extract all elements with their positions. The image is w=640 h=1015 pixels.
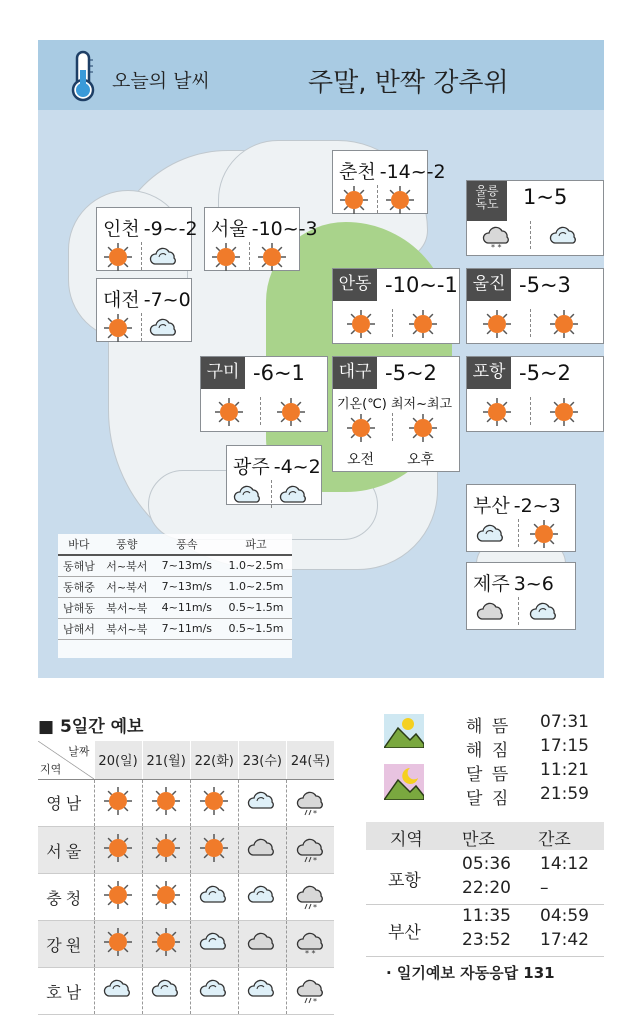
city-temp: -5~2: [519, 361, 571, 385]
divider: [377, 185, 378, 213]
sunrise-icon: [384, 714, 424, 748]
map-header: [38, 40, 604, 110]
sun-moon-times: [384, 712, 604, 812]
forecast-cell: [142, 968, 190, 1015]
tide-high: 22:20: [462, 878, 511, 898]
thermometer-icon: [66, 50, 100, 102]
tide-divider: [366, 956, 604, 957]
sun-icon: [346, 413, 376, 443]
sun-icon: [529, 519, 559, 549]
forecast-cell: [94, 874, 142, 921]
sea-cell: 0.5~1.5m: [220, 618, 292, 639]
rain-snow-icon: [296, 880, 326, 910]
forecast-cell: [190, 780, 238, 827]
sun-icon: [103, 786, 133, 816]
forecast-cell: [287, 874, 334, 921]
sea-row: [58, 597, 292, 618]
sun-moon-label: 해 짐: [466, 741, 511, 761]
cloud-icon: [529, 597, 559, 627]
tide-place: 부산: [388, 923, 421, 943]
city-box-daejeon: [96, 278, 192, 342]
svg-text:*: *: [312, 856, 317, 863]
sun-icon: [103, 927, 133, 957]
forecast-cell: [142, 827, 190, 874]
sea-cell: 북서~북: [100, 618, 154, 639]
city-box-ulleung: [466, 180, 604, 256]
sea-cell: 1.0~2.5m: [220, 555, 292, 576]
sea-header: 풍향: [100, 534, 154, 555]
city-temp: -2~3: [513, 495, 561, 517]
forecast-day-header: 24(목): [286, 741, 334, 779]
divider: [530, 397, 531, 425]
tide-high: 11:35: [462, 906, 511, 926]
city-name: 제주: [473, 573, 510, 595]
forecast-cell: [94, 827, 142, 874]
divider: [141, 313, 142, 341]
forecast-cell: [142, 921, 190, 968]
tide-header-cell: 간조: [538, 830, 571, 850]
forecast-cell: [287, 968, 334, 1015]
forecast-row: [38, 874, 334, 921]
forecast-row: [38, 921, 334, 968]
sea-conditions-table: [58, 534, 292, 658]
forecast-cell: [142, 780, 190, 827]
corner-date-label: 날짜: [68, 745, 90, 758]
tide-divider: [366, 904, 604, 905]
tide-low: –: [540, 878, 549, 898]
cloud-icon: [199, 974, 229, 1004]
tide-high: 05:36: [462, 854, 511, 874]
forecast-region: 호남: [38, 968, 94, 1015]
city-name: 포항: [467, 357, 511, 389]
cloud-icon: [247, 786, 277, 816]
sun-moon-time: 07:31: [540, 712, 589, 732]
rain-snow-icon: [296, 786, 326, 816]
city-name: 대전: [103, 289, 140, 311]
sun-icon: [549, 309, 579, 339]
forecast-cell: [238, 780, 286, 827]
page-title: 오늘의 날씨: [112, 70, 210, 92]
city-name: 인천: [103, 218, 140, 240]
city-name: 대구: [333, 357, 377, 389]
city-box-gumi: [200, 356, 328, 432]
forecast-region: 충청: [38, 874, 94, 921]
sun-icon: [276, 397, 306, 427]
forecast-cell: [238, 968, 286, 1015]
svg-text:* *: * *: [491, 243, 502, 251]
city-temp: 1~5: [523, 185, 568, 209]
city-name: 안동: [333, 269, 377, 301]
sea-cell: 서~북서: [100, 576, 154, 597]
cloud-icon: [149, 313, 179, 343]
sea-cell: 동해남: [58, 555, 100, 576]
svg-text:* *: * *: [304, 949, 316, 957]
cloud-icon: [247, 880, 277, 910]
city-temp: 3~6: [513, 573, 554, 595]
city-box-busan: [466, 484, 576, 552]
tide-low: 17:42: [540, 930, 589, 950]
forecast-cell: [94, 968, 142, 1015]
sea-cell: 7~11m/s: [154, 618, 220, 639]
sea-cell: 서~북서: [100, 555, 154, 576]
city-temp: -7~0: [143, 289, 191, 311]
sun-icon: [103, 242, 133, 272]
forecast-cell: [238, 921, 286, 968]
cloud-icon: [279, 480, 309, 510]
sea-cell: 동해중: [58, 576, 100, 597]
corner-cell: [38, 741, 94, 779]
divider: [271, 480, 272, 508]
divider: [392, 309, 393, 337]
city-temp: -10~-1: [385, 273, 458, 297]
sun-icon: [482, 397, 512, 427]
sea-cell: 남해동: [58, 597, 100, 618]
sun-icon: [151, 927, 181, 957]
sun-icon: [408, 413, 438, 443]
divider: [141, 242, 142, 270]
city-box-chuncheon: [332, 150, 446, 214]
sun-moon-label: 달 뜸: [466, 765, 511, 785]
forecast-cell: [287, 827, 334, 874]
tide-header-cell: 만조: [462, 830, 495, 850]
city-name: 울진: [467, 269, 511, 301]
sun-icon: [151, 786, 181, 816]
forecast-cell: [190, 968, 238, 1015]
cloud-icon: [199, 880, 229, 910]
sun-icon: [103, 880, 133, 910]
city-box-incheon: [96, 207, 198, 271]
tide-high: 23:52: [462, 930, 511, 950]
city-box-seoul: [204, 207, 318, 271]
city-box-uljin: [466, 268, 604, 344]
forecast-row: [38, 968, 334, 1015]
sun-icon: [103, 833, 133, 863]
sun-icon: [339, 185, 369, 215]
city-name: 광주: [233, 456, 270, 478]
sea-header: 풍속: [154, 534, 220, 555]
divider: [530, 309, 531, 337]
forecast-row: [38, 780, 334, 827]
divider: [518, 597, 519, 625]
sun-icon: [151, 833, 181, 863]
sea-cell: 0.5~1.5m: [220, 597, 292, 618]
sea-cell: 남해서: [58, 618, 100, 639]
am-label: 오전: [347, 452, 375, 468]
sea-cell: 1.0~2.5m: [220, 576, 292, 597]
sun-icon: [385, 185, 415, 215]
city-name: 구미: [201, 357, 245, 389]
svg-text:*: *: [312, 997, 317, 1004]
sun-icon: [199, 786, 229, 816]
divider: [260, 397, 261, 425]
forecast-day-header: 23(수): [238, 741, 286, 779]
sun-moon-label: 달 짐: [466, 789, 511, 809]
forecast-row: [38, 827, 334, 874]
sun-moon-time: 21:59: [540, 784, 589, 804]
sea-row: [58, 555, 292, 576]
city-box-gwangju: [226, 445, 322, 505]
snow-cloud-icon: [296, 927, 326, 957]
overcast-icon: [476, 597, 506, 627]
forecast-cell: [142, 874, 190, 921]
sun-icon: [211, 242, 241, 272]
tide-place: 포항: [388, 871, 421, 891]
temp-legend: 기온(℃) 최저~최고: [337, 397, 453, 412]
cloud-icon: [149, 242, 179, 272]
city-temp: -14~-2: [379, 161, 446, 183]
divider: [392, 413, 393, 441]
city-box-jeju: [466, 562, 576, 630]
sun-icon: [151, 880, 181, 910]
city-name: 울릉 독도: [467, 181, 507, 221]
forecast-cell: [94, 780, 142, 827]
forecast-day-header: 22(화): [190, 741, 238, 779]
forecast-title: ■ 5일간 예보: [38, 717, 144, 737]
sun-moon-time: 11:21: [540, 760, 589, 780]
cloud-icon: [199, 927, 229, 957]
sun-icon: [257, 242, 287, 272]
pm-label: 오후: [407, 452, 435, 468]
headline: 주말, 반짝 강추위: [308, 68, 509, 98]
forecast-cell: [190, 921, 238, 968]
rain-snow-icon: [296, 974, 326, 1004]
sea-cell: 7~13m/s: [154, 576, 220, 597]
sea-cell: 북서~북: [100, 597, 154, 618]
sun-icon: [346, 309, 376, 339]
sea-row: [58, 576, 292, 597]
cloud-icon: [151, 974, 181, 1004]
city-name: 서울: [211, 218, 248, 240]
sun-moon-label: 해 뜸: [466, 717, 511, 737]
sun-icon: [482, 309, 512, 339]
forecast-region: 강원: [38, 921, 94, 968]
auto-response-notice: · 일기예보 자동응답 131: [386, 964, 555, 982]
forecast-cell: [287, 780, 334, 827]
sea-header: 파고: [220, 534, 292, 555]
snow-cloud-icon: [482, 221, 512, 251]
rain-snow-icon: [296, 833, 326, 863]
forecast-cell: [238, 874, 286, 921]
overcast-icon: [247, 833, 277, 863]
sun-icon: [408, 309, 438, 339]
sea-header: 바다: [58, 534, 100, 555]
divider: [530, 221, 531, 249]
city-name: 부산: [473, 495, 510, 517]
divider: [249, 242, 250, 270]
forecast-region: 영남: [38, 780, 94, 827]
svg-text:*: *: [312, 903, 317, 910]
city-temp: -9~-2: [143, 218, 198, 240]
sun-icon: [214, 397, 244, 427]
cloud-icon: [103, 974, 133, 1004]
city-temp: -5~3: [519, 273, 571, 297]
svg-text:*: *: [312, 808, 317, 816]
city-temp: -6~1: [253, 361, 305, 385]
corner-region-label: 지역: [40, 762, 62, 776]
sea-cell: 4~11m/s: [154, 597, 220, 618]
sun-icon: [549, 397, 579, 427]
cloud-icon: [476, 519, 506, 549]
city-box-andong: [332, 268, 460, 344]
forecast-region: 서울: [38, 827, 94, 874]
tide-low: 14:12: [540, 854, 589, 874]
forecast-day-header: 21(월): [142, 741, 190, 779]
sea-row: [58, 618, 292, 639]
tide-low: 04:59: [540, 906, 589, 926]
forecast-cell: [94, 921, 142, 968]
city-box-pohang: [466, 356, 604, 432]
five-day-forecast: [38, 741, 334, 1015]
sun-icon: [103, 313, 133, 343]
forecast-cell: [190, 827, 238, 874]
forecast-day-header: 20(일): [94, 741, 142, 779]
city-temp: -10~-3: [251, 218, 318, 240]
weather-map: [38, 40, 604, 678]
cloud-icon: [233, 480, 263, 510]
city-temp: -4~2: [273, 456, 321, 478]
sun-icon: [199, 833, 229, 863]
forecast-cell: [238, 827, 286, 874]
sun-moon-time: 17:15: [540, 736, 589, 756]
cloud-icon: [247, 974, 277, 1004]
forecast-cell: [287, 921, 334, 968]
city-box-daegu: [332, 356, 460, 472]
city-temp: -5~2: [385, 361, 437, 385]
tide-header-cell: 지역: [390, 830, 423, 850]
city-name: 춘천: [339, 161, 376, 183]
moonrise-icon: [384, 764, 424, 800]
cloud-icon: [549, 221, 579, 251]
overcast-icon: [247, 927, 277, 957]
sea-cell: 7~13m/s: [154, 555, 220, 576]
forecast-cell: [190, 874, 238, 921]
divider: [518, 519, 519, 547]
